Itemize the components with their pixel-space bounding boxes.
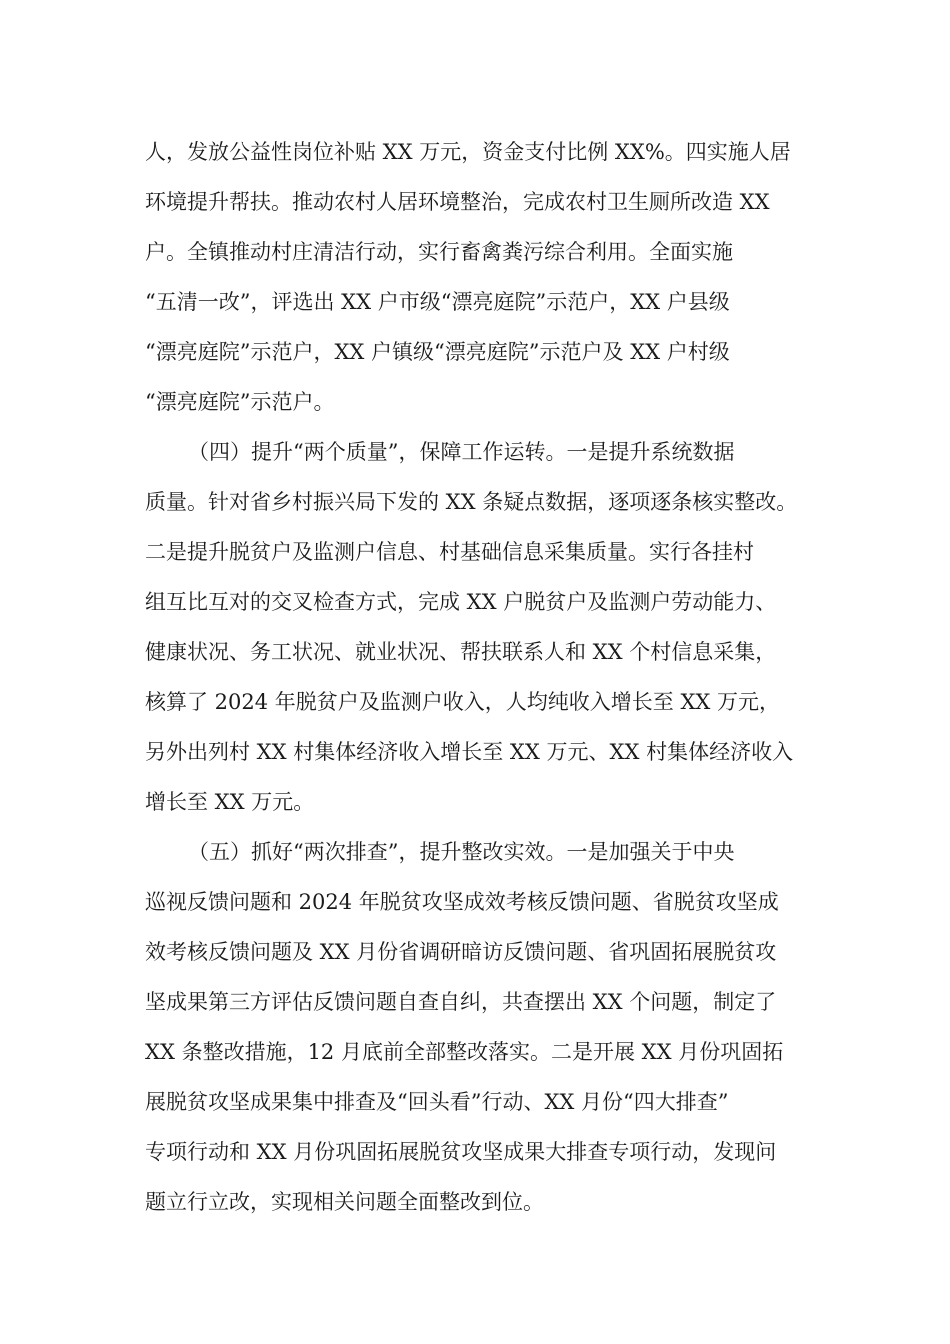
text-line: “漂亮庭院”示范户，XX 户镇级“漂亮庭院”示范户及 XX 户村级	[145, 340, 730, 364]
paragraph-continuation	[145, 127, 825, 427]
text-line: 巡视反馈问题和 2024 年脱贫攻坚成效考核反馈问题、省脱贫攻坚成	[145, 890, 779, 914]
text-line: 人，发放公益性岗位补贴 XX 万元，资金支付比例 XX%。四实施人居	[145, 140, 791, 164]
text-line: XX 条整改措施，12 月底前全部整改落实。二是开展 XX 月份巩固拓	[145, 1040, 784, 1064]
text-line: 效考核反馈问题及 XX 月份省调研暗访反馈问题、省巩固拓展脱贫攻	[145, 940, 777, 964]
text-line: 展脱贫攻坚成果集中排查及“回头看”行动、XX 月份“四大排查”	[145, 1090, 729, 1114]
text-line: 户。全镇推动村庄清洁行动，实行畜禽粪污综合利用。全面实施	[145, 240, 733, 264]
text-line: “漂亮庭院”示范户。	[145, 390, 335, 414]
text-line: 题立行立改，实现相关问题全面整改到位。	[145, 1190, 544, 1214]
paragraph-section-5	[145, 827, 825, 1227]
text-line: （四）提升“两个质量”，保障工作运转。一是提升系统数据	[188, 440, 735, 464]
text-line: 组互比互对的交叉检查方式，完成 XX 户脱贫户及监测户劳动能力、	[145, 590, 777, 614]
text-line: （五）抓好“两次排查”，提升整改实效。一是加强关于中央	[188, 840, 735, 864]
document-body	[145, 127, 825, 1227]
text-line: 质量。针对省乡村振兴局下发的 XX 条疑点数据，逐项逐条核实整改。	[145, 490, 798, 514]
text-line: 二是提升脱贫户及监测户信息、村基础信息采集质量。实行各挂村	[145, 540, 754, 564]
text-line: 增长至 XX 万元。	[145, 790, 315, 814]
text-line: “五清一改”，评选出 XX 户市级“漂亮庭院”示范户，XX 户县级	[145, 290, 730, 314]
text-line: 坚成果第三方评估反馈问题自查自纠，共查摆出 XX 个问题，制定了	[145, 990, 777, 1014]
text-line: 另外出列村 XX 村集体经济收入增长至 XX 万元、XX 村集体经济收入	[145, 740, 794, 764]
text-line: 健康状况、务工状况、就业状况、帮扶联系人和 XX 个村信息采集，	[145, 640, 777, 664]
text-line: 核算了 2024 年脱贫户及监测户收入，人均纯收入增长至 XX 万元，	[145, 690, 781, 714]
paragraph-section-4	[145, 427, 825, 827]
text-line: 环境提升帮扶。推动农村人居环境整治，完成农村卫生厕所改造 XX	[145, 190, 770, 214]
text-line: 专项行动和 XX 月份巩固拓展脱贫攻坚成果大排查专项行动，发现问	[145, 1140, 777, 1164]
